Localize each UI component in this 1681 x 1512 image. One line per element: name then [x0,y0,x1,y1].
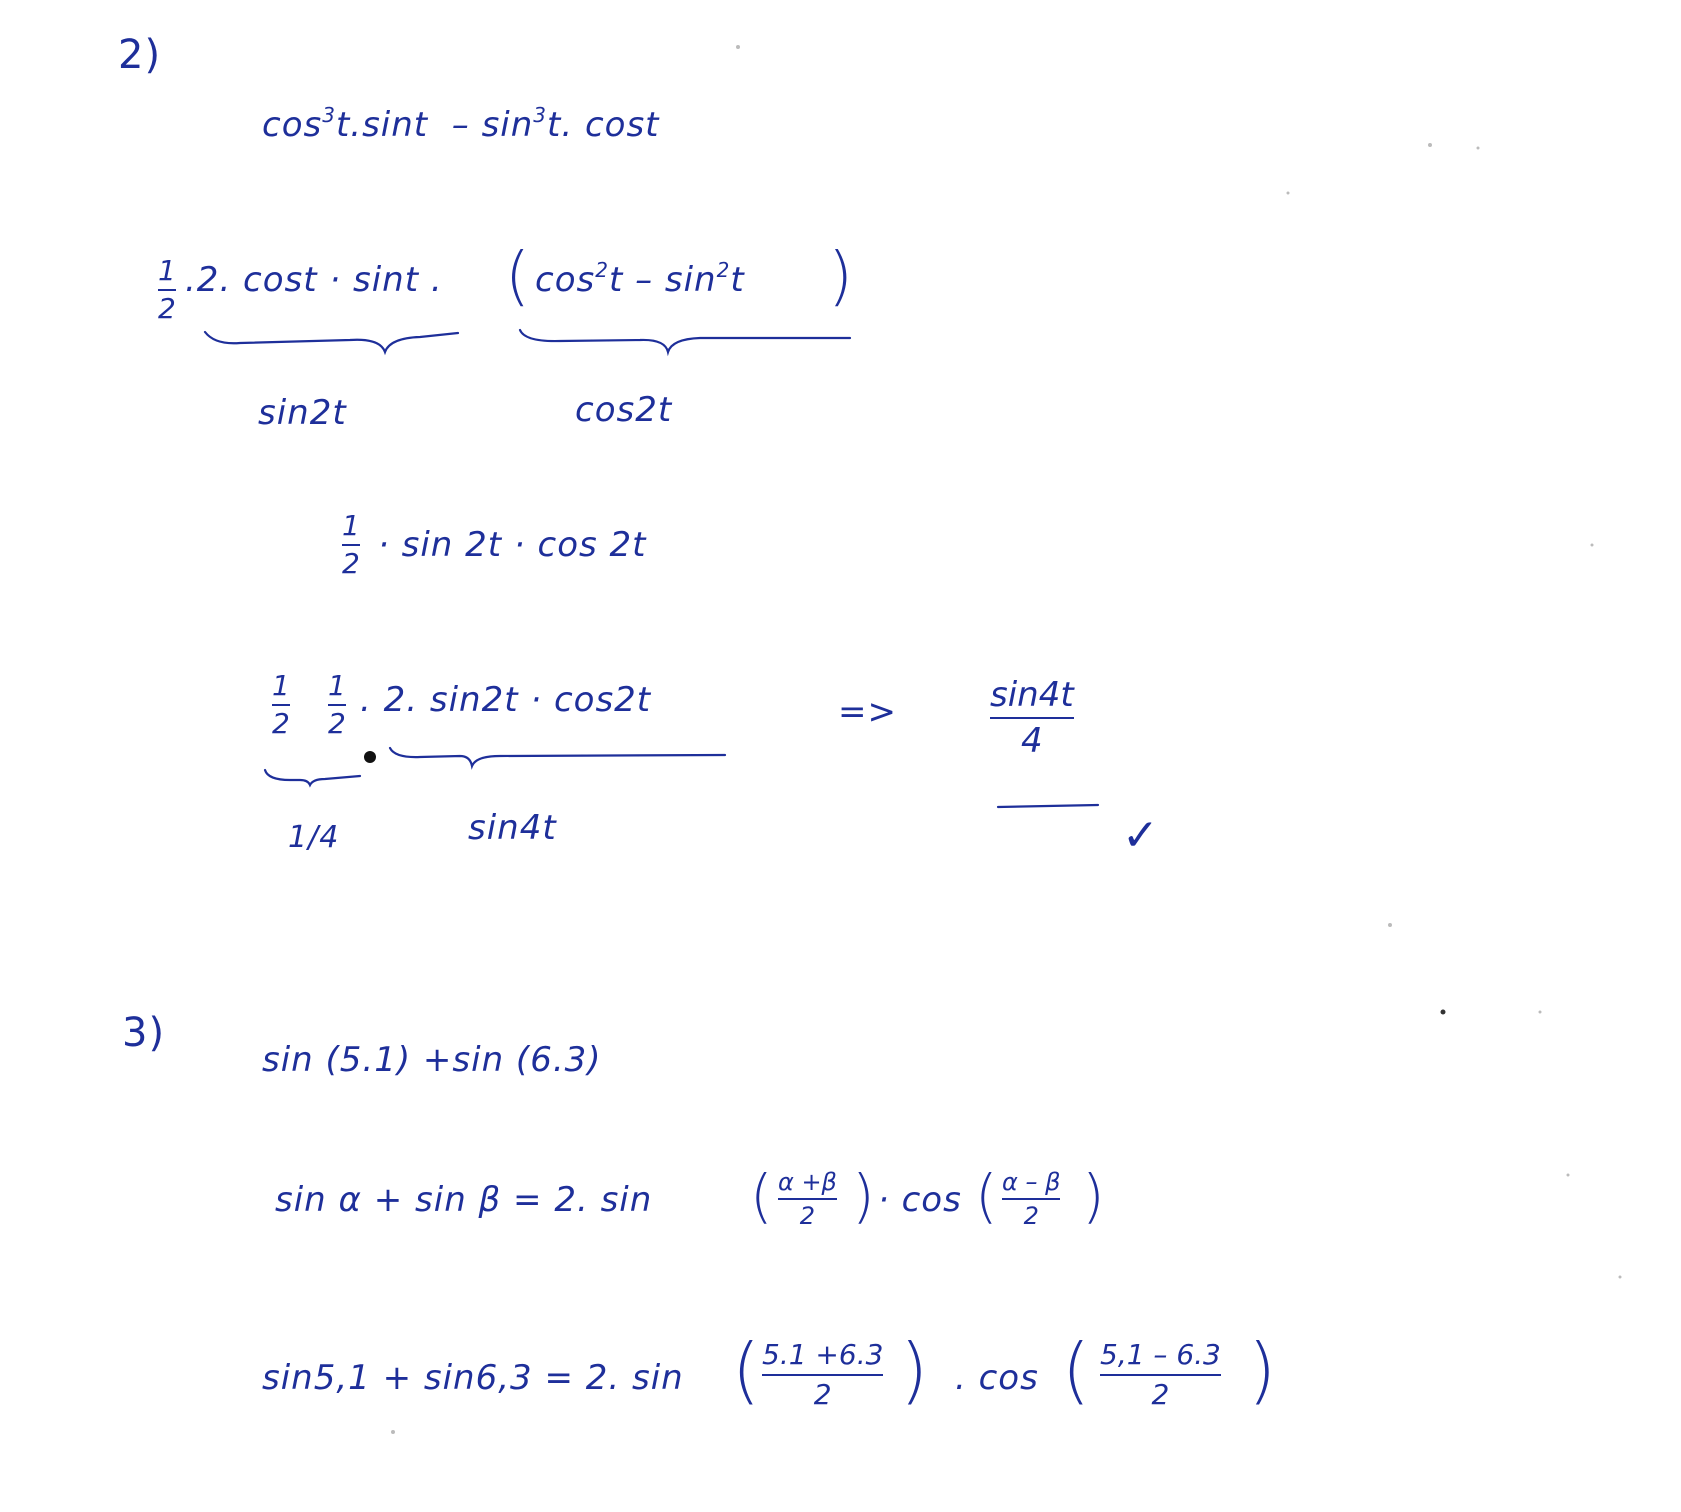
applied-f2-numerator: 5,1 – 6.3 [1100,1338,1221,1371]
identity-fraction-1 [778,1168,837,1230]
line2-half-numerator: 1 [158,254,176,287]
fraction-bar [272,704,290,706]
applied-fraction-1 [762,1338,883,1412]
line2-sin-exponent: 2 [716,258,731,282]
line3-rest: · sin 2t · cos 2t [378,525,647,565]
fraction-bar [158,289,176,291]
double-underline [998,805,1098,807]
identity-open-paren-1: ( [750,1162,773,1230]
line1-tsint: t.sint [335,105,429,145]
underbrace-quarter [265,770,360,785]
fraction-bar [342,544,360,546]
line4-fraction-2 [328,670,346,740]
applied-f2-denominator: 2 [1151,1378,1170,1411]
line1-cos-exponent: 3 [322,103,336,127]
line2-cos: cos [535,260,596,300]
line2-half-denominator: 2 [158,292,176,325]
underbrace-sin4t [390,748,725,766]
fraction-bar [762,1374,883,1376]
problem-2-line-1 [262,105,660,145]
identity-f1-denominator: 2 [799,1202,816,1230]
identity-fraction-2 [1002,1168,1060,1230]
fraction-bar [778,1198,837,1200]
line3-denominator: 2 [342,547,360,580]
result-fraction [990,675,1074,761]
fraction-bar [1100,1374,1221,1376]
line2-under-right: cos2t [575,390,673,430]
line1-minus-sin: – sin [451,105,534,145]
problem-3-line-1: sin (5.1) +sin (6.3) [262,1040,602,1080]
line1-tcost: t. cost [547,105,660,145]
line2-open-paren: ( [505,240,530,314]
applied-fraction-2 [1100,1338,1221,1412]
applied-close-paren-1: ) [900,1328,929,1412]
identity-close-paren-2: ) [1082,1162,1105,1230]
line2-cos-exponent: 2 [595,258,609,282]
identity-open-paren-2: ( [975,1162,998,1230]
line3-numerator: 1 [342,509,360,542]
line3-half-fraction [342,510,360,580]
line2-paren-content [535,260,745,300]
line4-f2-denominator: 2 [328,707,346,740]
identity-cos: · cos [878,1180,962,1220]
identity-f2-denominator: 2 [1023,1202,1039,1230]
identity-f1-numerator: α +β [778,1168,837,1196]
line2-under-left: sin2t [258,393,347,433]
underbrace-cos2t [520,330,850,352]
line2-t: t [730,260,745,300]
check-mark: ✓ [1122,810,1160,861]
applied-open-paren-1: ( [732,1328,761,1412]
ink-dot [364,751,376,763]
applied-close-paren-2: ) [1248,1328,1277,1412]
identity-close-paren-1: ) [852,1162,875,1230]
line2-minus-sin: t – sin [608,260,717,300]
line4-rest: . 2. sin2t · cos2t [360,680,652,720]
identity-f2-numerator: α – β [1002,1168,1061,1196]
result-numerator: sin4t [990,675,1074,715]
fraction-bar [990,717,1074,719]
line4-f1-denominator: 2 [272,707,290,740]
implies-arrow: => [838,692,897,732]
line4-under-right: sin4t [468,808,557,848]
problem-3-label: 3) [122,1010,166,1056]
line4-under-left: 1/4 [288,820,340,855]
line4-f1-numerator: 1 [272,669,290,702]
sum-identity-lhs: sin α + sin β = 2. sin [275,1180,653,1220]
line4-fraction-1 [272,670,290,740]
problem-2-label: 2) [118,32,162,78]
fraction-bar [1002,1198,1060,1200]
applied-open-paren-2: ( [1062,1328,1091,1412]
line2-product: .2. cost · sint . [185,260,443,300]
applied-lhs: sin5,1 + sin6,3 = 2. sin [262,1358,684,1398]
line1-sin-exponent: 3 [533,103,548,127]
fraction-bar [328,704,346,706]
applied-f1-numerator: 5.1 +6.3 [762,1338,884,1371]
line2-half-fraction [158,255,176,325]
applied-f1-denominator: 2 [813,1378,832,1411]
applied-cos: . cos [955,1358,1039,1398]
line1-cos: cos [262,105,323,145]
line4-f2-numerator: 1 [328,669,346,702]
line2-close-paren: ) [828,240,853,314]
underbrace-sin2t [205,332,458,352]
result-denominator: 4 [1021,721,1043,761]
